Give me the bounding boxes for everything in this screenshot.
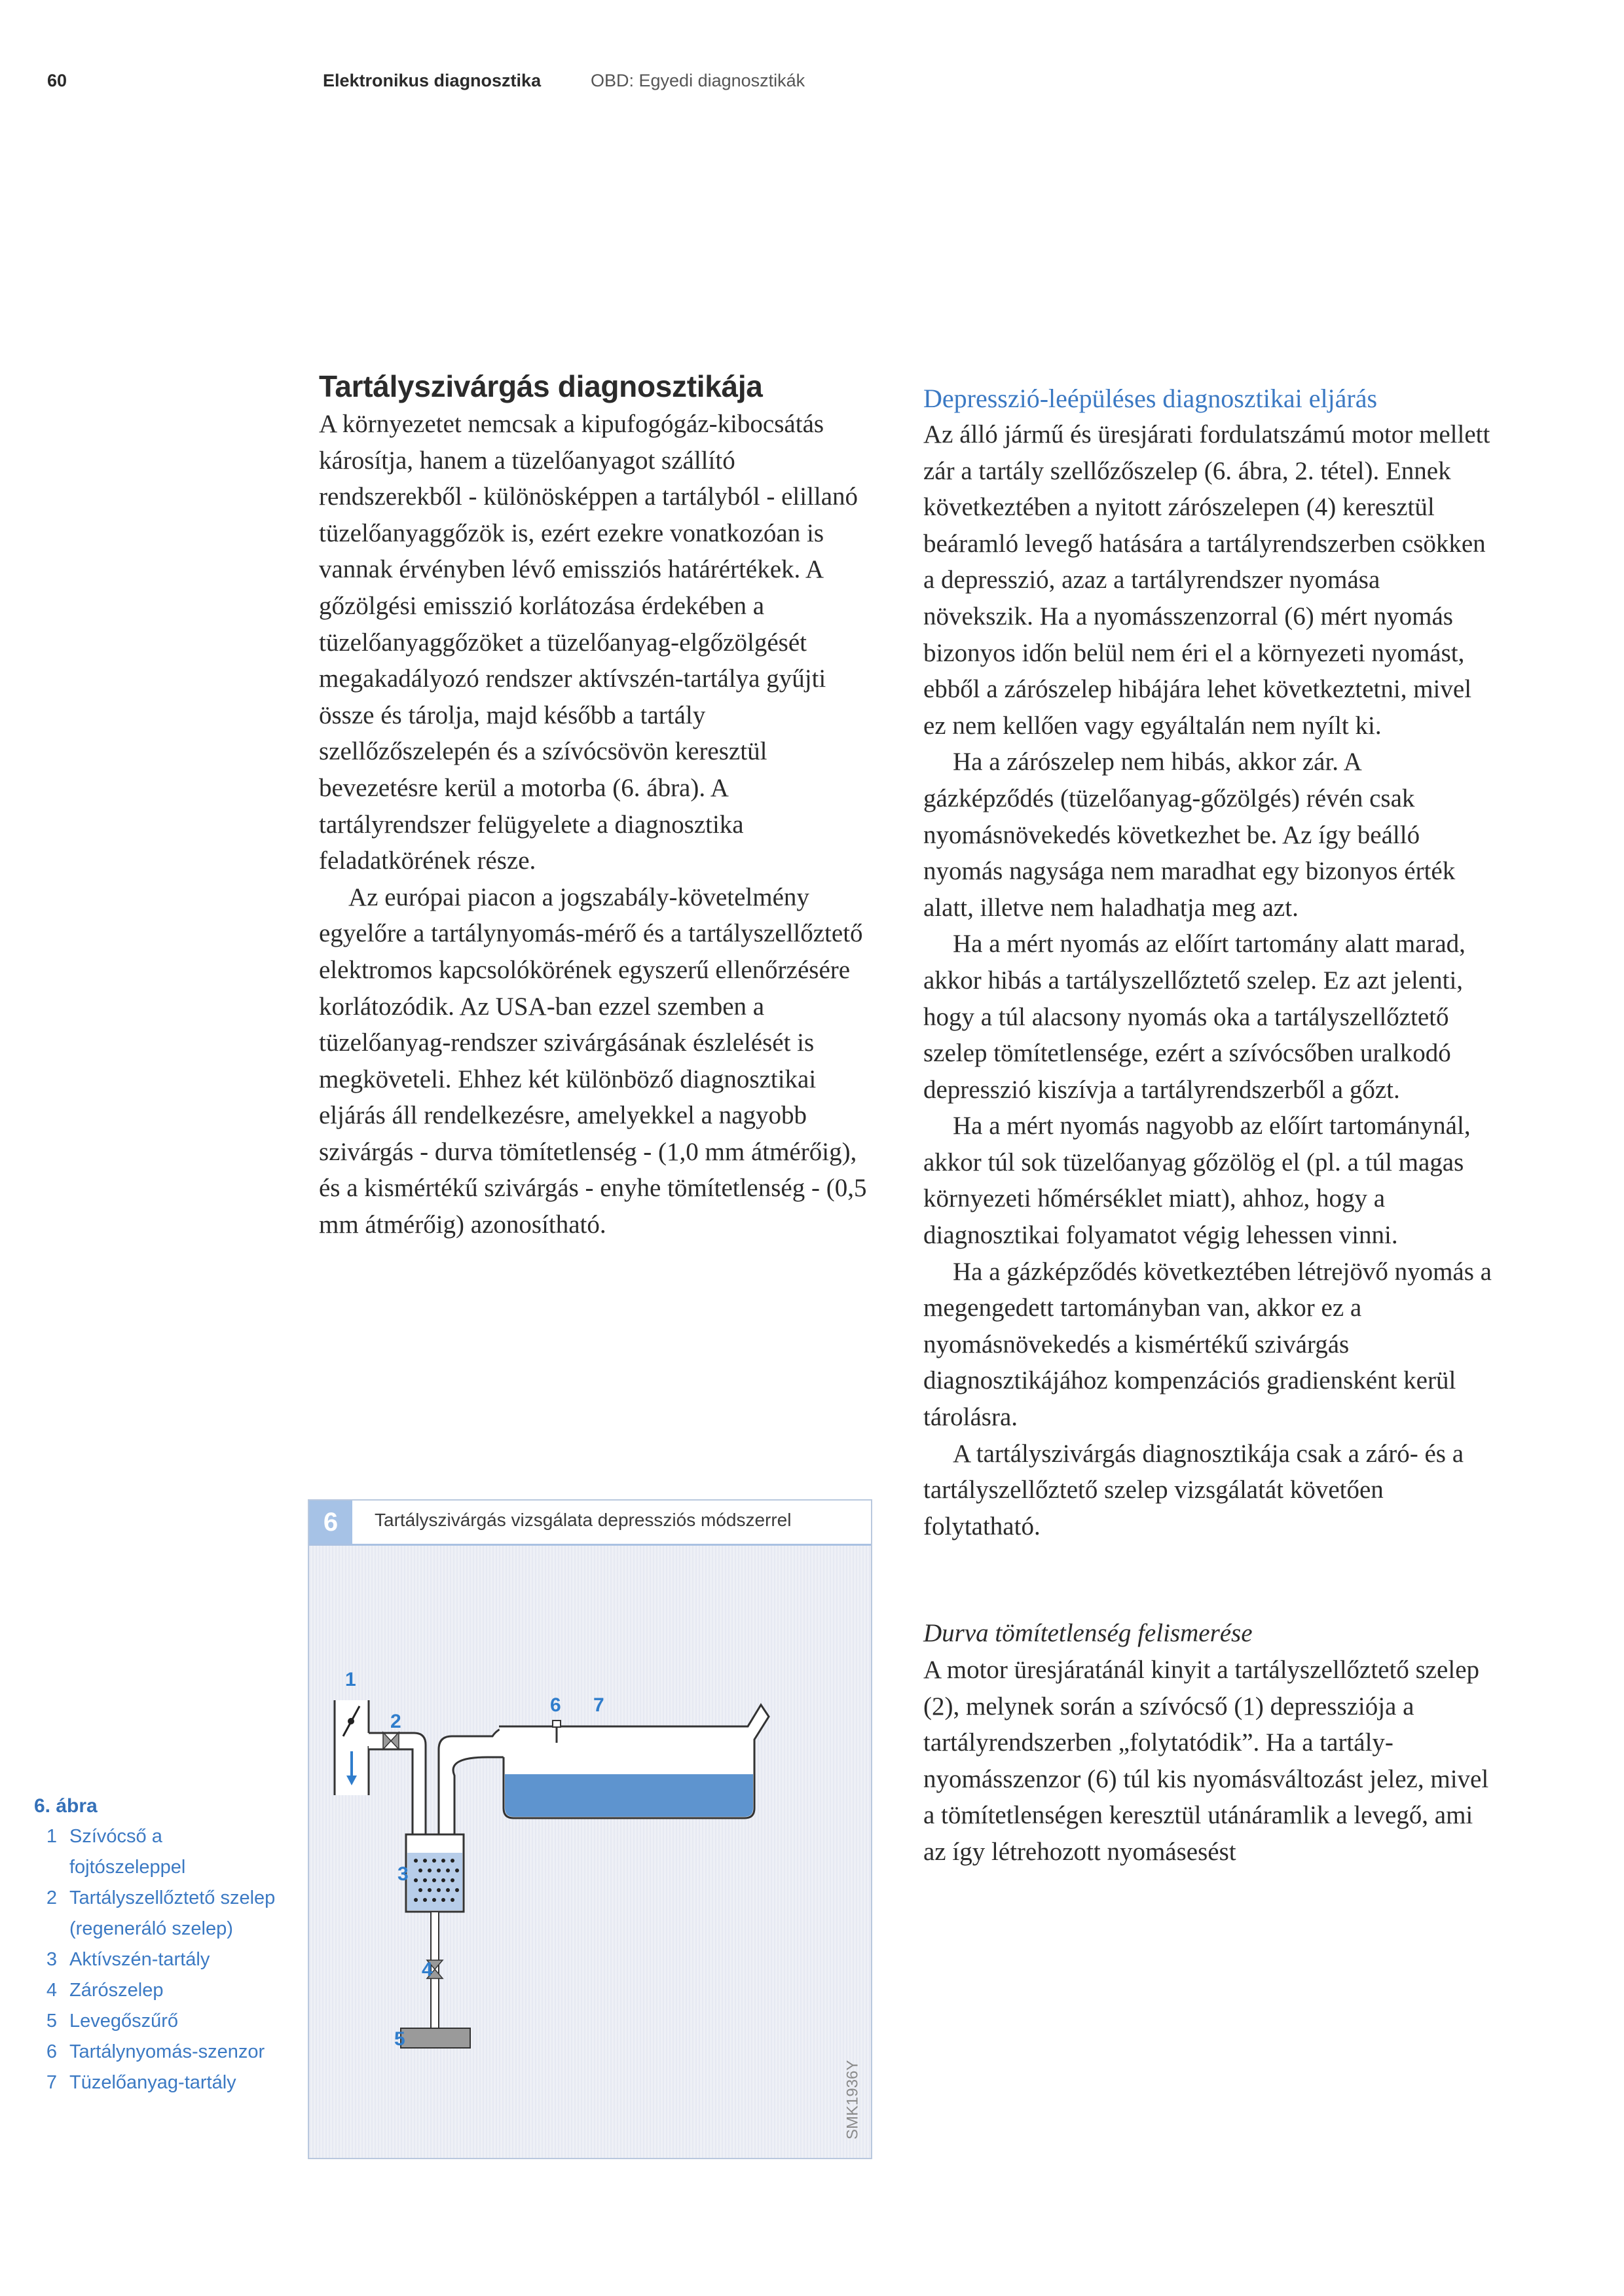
section-title: OBD: Egyedi diagnosztikák xyxy=(591,71,805,90)
label-2: 2 xyxy=(390,1711,401,1732)
label-4: 4 xyxy=(422,1959,433,1980)
right-column xyxy=(923,381,1493,1870)
paragraph: Az álló jármű és üresjárati fordulatszámú motor mellett zár a tartály szellőzőszelep (6. ábra, 2. tétel). Ennek következtében a nyitott zárószelepen (4) keresztül beáramló levegő hatására a tartályrendszerben csökken a depresszió, azaz a tartályrendszer nyomása növekszik. Ha a nyomásszenzorral (6) mért nyomás bizonyos időn belül nem éri el a környezeti nyomást, ebből a zárószelep hibájára lehet következtetni, mivel ez nem kellően vagy egyáltalán nem nyílt ki. xyxy=(923,420,1490,740)
label-5: 5 xyxy=(394,2028,405,2050)
figure-number-badge: 6 xyxy=(309,1501,352,1544)
figure-title: Tartályszivárgás vizsgálata depressziós módszerrel xyxy=(375,1510,792,1530)
caption-item: 5 Levegőszűrő xyxy=(46,2011,179,2032)
evap-system-diagram xyxy=(309,1501,871,2158)
caption-item: 7 Tüzelőanyag-tartály xyxy=(46,2072,236,2093)
chapter-title: Elektronikus diagnosztika xyxy=(323,71,542,90)
caption-item: 6 Tartálynyomás-szenzor xyxy=(46,2041,265,2062)
caption-item: 3 Aktívszén-tartály xyxy=(46,1949,210,1970)
label-7: 7 xyxy=(593,1694,604,1716)
figure-header xyxy=(309,1501,871,1546)
figure-code: SMK1936Y xyxy=(843,2060,861,2140)
label-1: 1 xyxy=(345,1669,356,1690)
paragraph: A környezetet nemcsak a kipufogógáz-kibocsátás károsítja, hanem a tüzelőanyagot szállító rendszerekből - különösképpen a tartályból - elillanó tüzelőanyaggőzök is, ezért ezekre vonatkozóan is vannak érvényben lévő emissziós határértékek. A gőzölgési emisszió korlátozása érdekében a tüzelőanyaggőzöket a tüzelőanyag-elgőzölgését megakadályozó rendszer aktívszén-tartálya gyűjti össze és tárolja, majd később a tartály szellőzőszelepén és a szívócsövön keresztül bevezetésre kerül a motorba (6. ábra). A tartályrendszer felügyelete a diagnosztika feladatkörének része. xyxy=(319,410,858,875)
paragraph: A motor üresjáratánál kinyit a tartályszellőztető szelep (2), melynek során a szívócső (1) depressziója a tartályrendszerben „folytatódik”. Ha a tartály-nyomásszenzor (6) túl kis nyomásváltozást jelez, mivel a tömítetlenségen keresztül utánáramlik a levegő, ami az így létrehozott nyomásesést xyxy=(923,1656,1489,1866)
caption-item: 2 Tartályszellőztető szelep (regeneráló szelep) xyxy=(46,1887,276,1939)
paragraph: Az európai piacon a jogszabály-követelmény egyelőre a tartálynyomás-mérő és a tartályszellőztető elektromos kapcsolókörének egyszerű ellenőrzésére korlátozódik. Az USA-ban ezzel szemben a tüzelőanyag-rendszer szivárgásának észlelését is megköveteli. Ehhez két különböző diagnosztikai eljárás áll rendelkezésre, amelyekkel a nagyobb szivárgás - durva tömítetlenség - (1,0 mm átmérőig), és a kismértékű szivárgás - enyhe tömítetlenség - (0,5 mm átmérőig) azonosítható. xyxy=(319,883,867,1239)
label-3: 3 xyxy=(397,1863,409,1885)
figure-caption xyxy=(34,1791,276,2098)
subsection-heading-italic: Durva tömítetlenség felismerése xyxy=(923,1619,1253,1648)
paragraph: Ha a gázképződés következtében létrejövő nyomás a megengedett tartományban van, akkor ez a nyomásnövekedés a kismértékű szivárgás diagnosztikájához kompenzációs gradiensként kerül tárolásra. xyxy=(923,1257,1492,1432)
caption-title: 6. ábra xyxy=(34,1795,98,1817)
running-header xyxy=(0,71,1624,103)
paragraph: Ha a mért nyomás az előírt tartomány alatt marad, akkor hibás a tartályszellőztető szelep. Ez azt jelenti, hogy a túl alacsony nyomás oka a tartályszellőztető szelep tömítetlensége, ezért a szívócsőben uralkodó depresszió kiszívja a tartályrendszerből a gőzt. xyxy=(923,930,1466,1104)
label-6: 6 xyxy=(550,1694,561,1716)
page-number: 60 xyxy=(47,71,67,90)
left-column xyxy=(319,367,882,1243)
paragraph: Ha a zárószelep nem hibás, akkor zár. A gázképződés (tüzelőanyag-gőzölgés) révén csak nyomásnövekedés következhet be. Az így beálló nyomás nagysága nem maradhat egy bizonyos érték alatt, illetve nem haladhatja meg azt. xyxy=(923,748,1456,922)
paragraph: Ha a mért nyomás nagyobb az előírt tartománynál, akkor túl sok tüzelőanyag gőzölög el (pl. a túl magas környezeti hőmérséklet miatt), ahhoz, hogy a diagnosztikai folyamatot végig lehessen vinni. xyxy=(923,1112,1471,1250)
caption-item: 4 Zárószelep xyxy=(46,1980,164,2001)
paragraph: A tartályszivárgás diagnosztikája csak a záró- és a tartályszellőztető szelep vizsgálatát követően folytatható. xyxy=(923,1439,1464,1540)
section-heading: Tartályszivárgás diagnosztikája xyxy=(319,369,763,403)
subsection-heading: Depresszió-leépüléses diagnosztikai eljárás xyxy=(923,384,1378,413)
figure-6 xyxy=(308,1499,872,2159)
caption-item: 1 Szívócső a fojtószeleppel xyxy=(46,1826,186,1878)
